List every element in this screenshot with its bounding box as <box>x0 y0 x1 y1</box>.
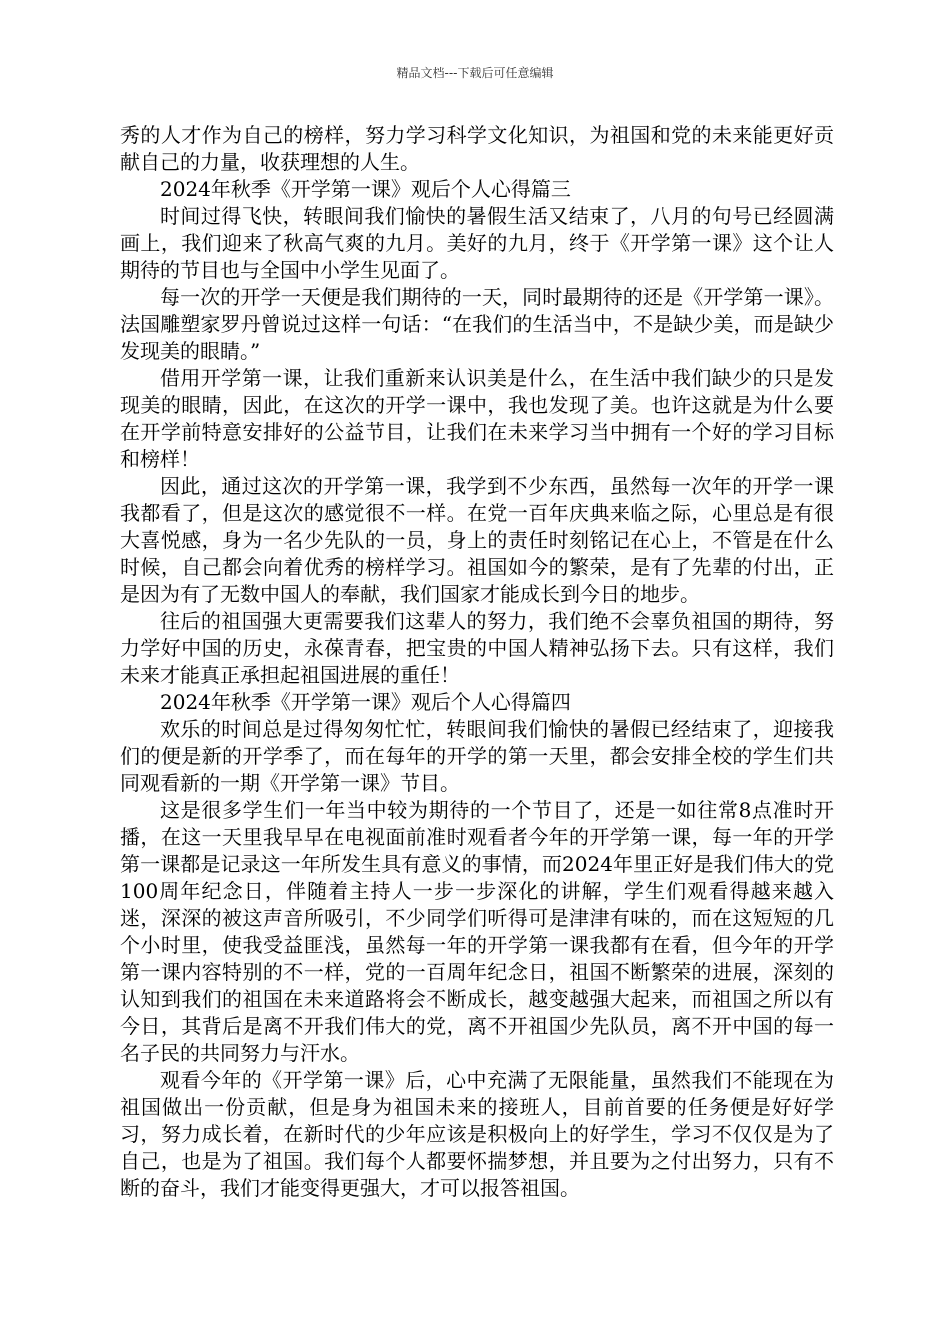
paragraph: 因此，通过这次的开学第一课，我学到不少东西，虽然每一次年的开学一课我都看了，但是这次的感觉很不一样。在党一百年庆典来临之际，心里总是有很大喜悦感，身为一名少先队的一员，身上的责任时刻铭记在心上，不管是在什么时候，自己都会向着优秀的榜样学习。祖国如今的繁荣，是有了先辈的付出，正是因为有了无数中国人的奉献，我们国家才能成长到今日的地步。 <box>120 474 834 606</box>
paragraph: 这是很多学生们一年当中较为期待的一个节目了，还是一如往常8点准时开播，在这一天里我早早在电视面前准时观看者今年的开学第一课，每一年的开学第一课都是记录这一年所发生具有意义的事情，而2024年里正好是我们伟大的党100周年纪念日，伴随着主持人一步一步深化的讲解，学生们观看得越来越入迷，深深的被这声音所吸引，不少同学们听得可是津津有味的，而在这短短的几个小时里，使我受益匪浅，虽然每一年的开学第一课我都有在看，但今年的开学第一课内容特别的不一样，党的一百周年纪念日，祖国不断繁荣的进展，深刻的认知到我们的祖国在未来道路将会不断成长，越变越强大起来，而祖国之所以有今日，其背后是离不开我们伟大的党，离不开祖国少先队员，离不开中国的每一名子民的共同努力与汗水。 <box>120 798 834 1065</box>
document-body <box>120 122 834 1202</box>
paragraph: 往后的祖国强大更需要我们这辈人的努力，我们绝不会辜负祖国的期待，努力学好中国的历史，永葆青春，把宝贵的中国人精神弘扬下去。只有这样，我们未来才能真正承担起祖国进展的重任！ <box>120 609 834 687</box>
section-heading: 2024年秋季《开学第一课》观后个人心得篇四 <box>160 690 571 714</box>
page-header: 精品文档---下载后可任意编辑 <box>396 66 554 80</box>
paragraph: 秀的人才作为自己的榜样，努力学习科学文化知识，为祖国和党的未来能更好贡献自己的力量，收获理想的人生。 <box>120 123 834 174</box>
paragraph: 时间过得飞快，转眼间我们愉快的暑假生活又结束了，八月的句号已经圆满画上，我们迎来了秋高气爽的九月。美好的九月，终于《开学第一课》这个让人期待的节目也与全国中小学生见面了。 <box>120 204 834 282</box>
paragraph: 借用开学第一课，让我们重新来认识美是什么，在生活中我们缺少的只是发现美的眼睛，因此，在这次的开学一课中，我也发现了美。也许这就是为什么要在开学前特意安排好的公益节目，让我们在未来学习当中拥有一个好的学习目标和榜样！ <box>120 366 834 471</box>
paragraph: 观看今年的《开学第一课》后，心中充满了无限能量，虽然我们不能现在为祖国做出一份贡献，但是身为祖国未来的接班人，目前首要的任务便是好好学习，努力成长着，在新时代的少年应该是积极向上的好学生，学习不仅仅是为了自己，也是为了祖国。我们每个人都要怀揣梦想，并且要为之付出努力，只有不断的奋斗，我们才能变得更强大，才可以报答祖国。 <box>120 1068 834 1200</box>
paragraph: 每一次的开学一天便是我们期待的一天，同时最期待的还是《开学第一课》。法国雕塑家罗丹曾说过这样一句话：“在我们的生活当中，不是缺少美，而是缺少发现美的眼睛。” <box>120 285 834 363</box>
paragraph: 欢乐的时间总是过得匆匆忙忙，转眼间我们愉快的暑假已经结束了，迎接我们的便是新的开学季了，而在每年的开学的第一天里，都会安排全校的学生们共同观看新的一期《开学第一课》节目。 <box>120 717 834 795</box>
section-heading: 2024年秋季《开学第一课》观后个人心得篇三 <box>160 177 571 201</box>
